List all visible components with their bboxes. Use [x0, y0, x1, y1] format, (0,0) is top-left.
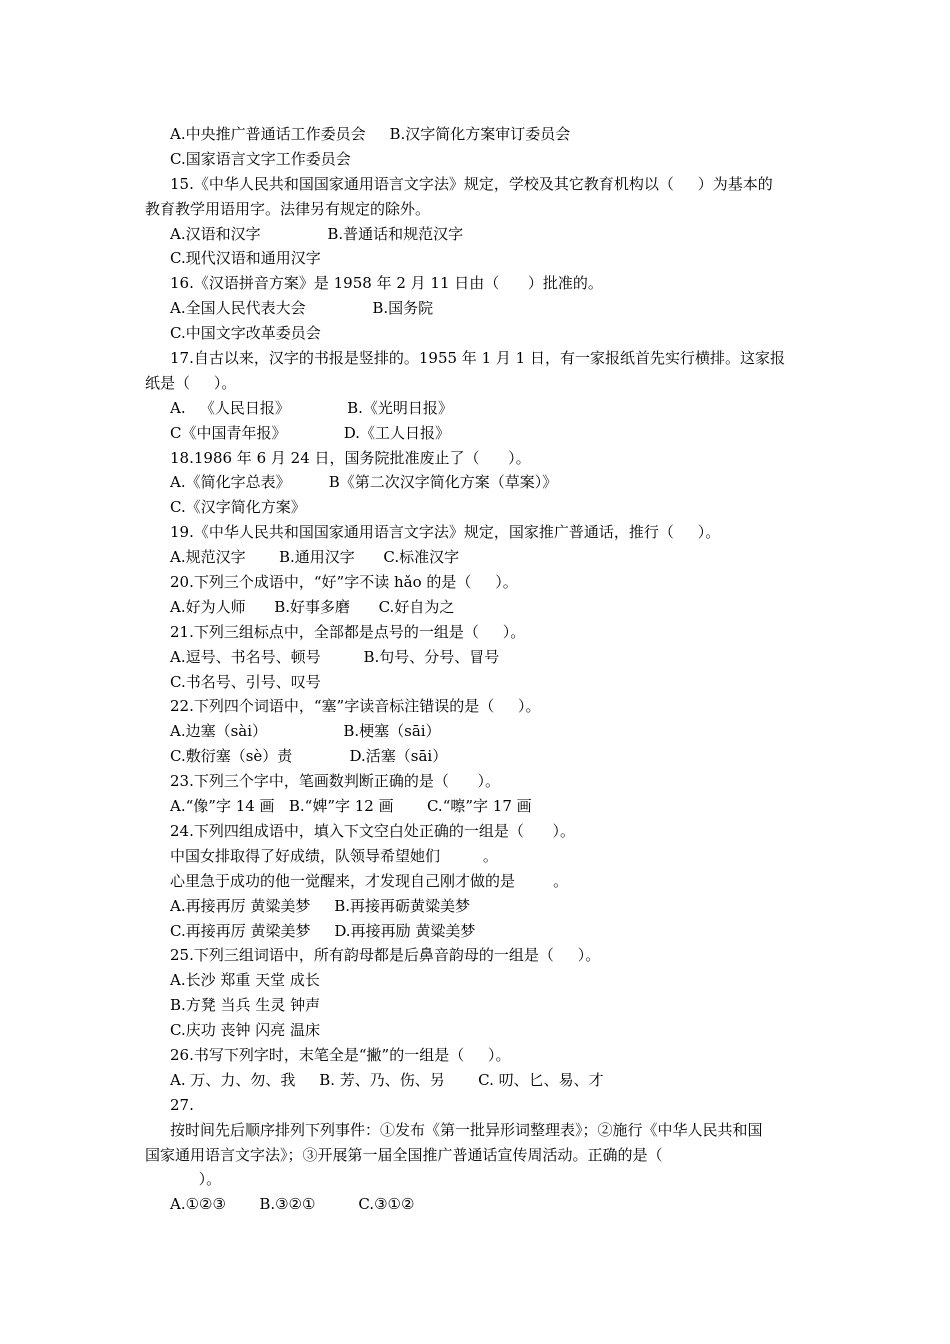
text-line: C.《汉字简化方案》 — [170, 498, 306, 517]
text-line: 27. — [170, 1095, 194, 1114]
text-line: 心里急于成功的他一觉醒来，才发现自己刚才做的是 。 — [170, 871, 569, 890]
text-line: 15.《中华人民共和国国家通用语言文字法》规定，学校及其它教育机构以（ ）为基本的 — [170, 174, 773, 193]
text-line: 23.下列三个字中，笔画数判断正确的是（ ）。 — [170, 772, 500, 791]
text-line: 16.《汉语拼音方案》是 1958 年 2 月 11 日由（ ）批准的。 — [170, 274, 603, 293]
text-line: A.中央推广普通话工作委员会 B.汉字简化方案审订委员会 — [170, 125, 571, 143]
text-line: A.全国人民代表大会 B.国务院 — [170, 299, 434, 318]
text-line: 国家通用语言文字法》；③开展第一届全国推广普通话宣传周活动。正确的是（ — [145, 1145, 663, 1164]
text-line: C.敷衍塞（sè）责 D.活塞（sāi） — [170, 747, 448, 766]
text-line: C.书名号、引号、叹号 — [170, 672, 321, 691]
text-line: A.再接再厉 黄粱美梦 B.再接再砺黄粱美梦 — [170, 896, 471, 915]
text-line: 26.书写下列字时，末笔全是“撇”的一组是（ ）。 — [170, 1045, 511, 1064]
document-page — [145, 122, 810, 1217]
text-line: C.国家语言文字工作委员会 — [170, 149, 351, 168]
text-line: 按时间先后顺序排列下列事件：①发布《第一批异形词整理表》；②施行《中华人民共和国 — [170, 1120, 763, 1139]
text-line: 18.1986 年 6 月 24 日，国务院批准废止了（ ）。 — [170, 448, 531, 467]
text-line: A.《简化字总表》 B《第二次汉字简化方案（草案）》 — [170, 473, 558, 492]
text-line: 19.《中华人民共和国国家通用语言文字法》规定，国家推广普通话，推行（ ）。 — [170, 523, 721, 542]
text-line: 25.下列三组词语中，所有韵母都是后鼻音韵母的一组是（ ）。 — [170, 946, 601, 965]
text-line: 20.下列三个成语中，“好”字不读 hǎo 的是（ ）。 — [170, 573, 518, 592]
text-line: 纸是（ ）。 — [145, 373, 237, 392]
text-line: C.现代汉语和通用汉字 — [170, 249, 321, 268]
text-line: C.再接再厉 黄梁美梦 D.再接再励 黄粱美梦 — [170, 921, 476, 940]
text-line: 中国女排取得了好成绩，队领导希望她们 。 — [170, 846, 498, 865]
text-line: 22.下列四个词语中，“塞”字读音标注错误的是（ ）。 — [170, 697, 541, 716]
text-line: A.汉语和汉字 B.普通话和规范汉字 — [170, 224, 464, 243]
text-line: A.好为人师 B.好事多磨 C.好自为之 — [170, 597, 455, 616]
text-line: B.方凳 当兵 生灵 钟声 — [170, 996, 321, 1015]
text-line: 教育教学用语用字。法律另有规定的除外。 — [145, 199, 431, 218]
text-line: A.长沙 郑重 天堂 成长 — [170, 971, 320, 990]
text-line: A. 《人民日报》 B.《光明日报》 — [170, 398, 453, 417]
text-line: 21.下列三组标点中，全部都是点号的一组是（ ）。 — [170, 622, 526, 641]
text-line: ）。 — [170, 1170, 222, 1189]
text-line: A.“像”字 14 画 B.“婢”字 12 画 C.“嚓”字 17 画 — [170, 797, 532, 816]
text-line: 24.下列四组成语中，填入下文空白处正确的一组是（ ）。 — [170, 821, 575, 840]
text-line: C.中国文字改革委员会 — [170, 324, 321, 343]
text-line: A. 万、力、勿、我 B. 芳、乃、伤、另 C. 叨、匕、易、才 — [170, 1070, 604, 1089]
text-line: A.边塞（sài） B.梗塞（sāi） — [170, 722, 441, 741]
text-line: A.规范汉字 B.通用汉字 C.标准汉字 — [170, 548, 460, 567]
text-line: 17.自古以来，汉字的书报是竖排的。1955 年 1 月 1 日，有一家报纸首先实行横排。这家报 — [170, 349, 785, 368]
text-line: A.逗号、书名号、顿号 B.句号、分号、冒号 — [170, 647, 500, 666]
text-line: C《中国青年报》 D.《工人日报》 — [170, 423, 450, 442]
text-line: A.①②③ B.③②① C.③①② — [170, 1195, 415, 1214]
text-line: C.庆功 丧钟 闪亮 温床 — [170, 1021, 321, 1040]
